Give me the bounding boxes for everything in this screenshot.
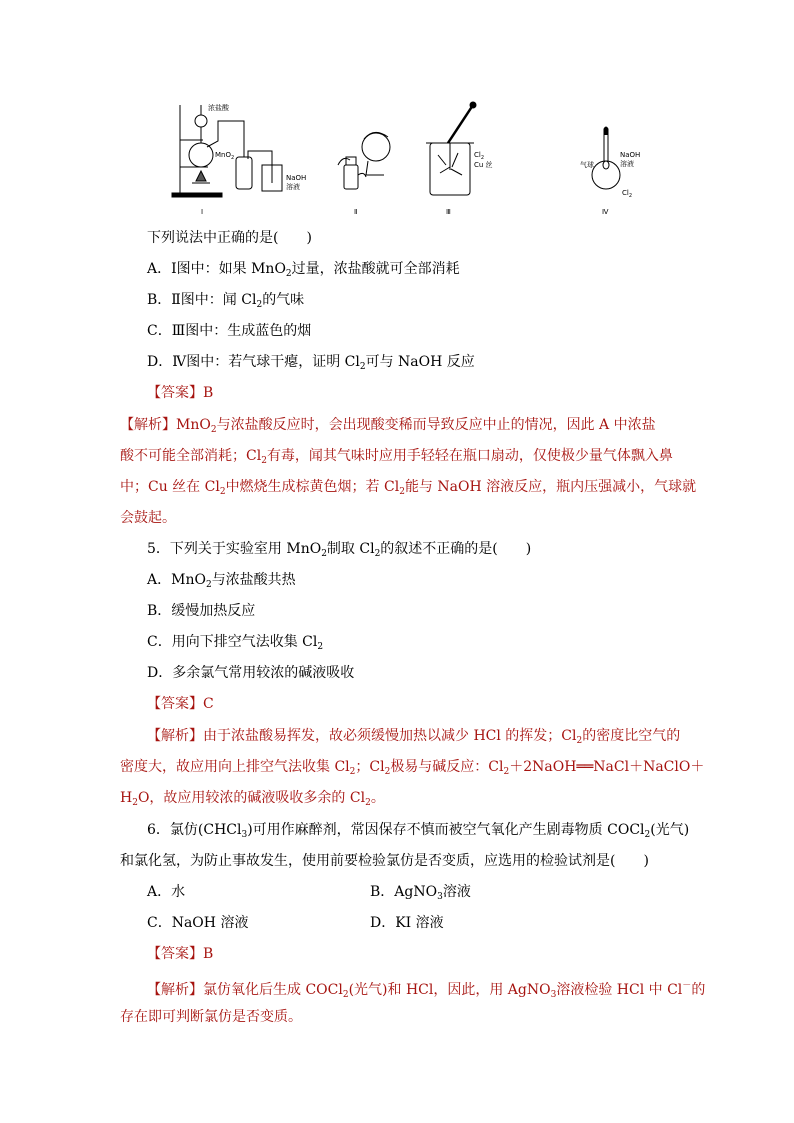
label-naoh-iv: NaOH xyxy=(620,151,641,159)
label-cl2-iv: $Cl_2$ xyxy=(622,189,633,199)
q6-analysis-line-2: 存在即可判断氯仿是否变质。 xyxy=(120,1009,302,1025)
label-solution-i: 溶液 xyxy=(286,183,300,191)
label-balloon: 气球 xyxy=(580,161,594,169)
q6-options-row-1 xyxy=(147,882,471,902)
q5-analysis-line-1: 【解析】由于浓盐酸易挥发，故必须缓慢加热以减少 HCl 的挥发；$Cl_2$的密度比空气的 xyxy=(147,728,681,746)
q4-option-b: B．Ⅱ图中：闻 $Cl_2$的气味 xyxy=(147,292,305,310)
q6-options-row-2 xyxy=(147,913,444,933)
q5-option-b: B．缓慢加热反应 xyxy=(147,603,256,619)
q5-option-c: C．用向下排空气法收集 $Cl_2$ xyxy=(147,634,324,652)
q4-answer: 【答案】B xyxy=(147,385,214,401)
q4-stem: 下列说法中正确的是( ) xyxy=(147,230,312,246)
q6-answer: 【答案】B xyxy=(147,946,214,962)
q5-analysis-line-3: $H_2O$，故应用较浓的碱液吸收多余的 $Cl_2$。 xyxy=(120,790,385,808)
q4-option-d: D．Ⅳ图中：若气球干瘪，证明 $Cl_2$可与 NaOH 反应 xyxy=(147,354,475,372)
q6-option-a: A．水 xyxy=(147,884,186,900)
label-solution-iv: 溶液 xyxy=(620,160,634,168)
q5-stem: 5．下列关于实验室用 MnO$_2$制取 $Cl_2$的叙述不正确的是( ) xyxy=(147,541,532,559)
q5-option-a: A．MnO$_2$与浓盐酸共热 xyxy=(147,572,296,590)
label-conc-hcl: 浓盐酸 xyxy=(208,104,229,112)
q6-option-d: D．KI 溶液 xyxy=(370,915,444,931)
apparatus-iii-diagram xyxy=(426,102,476,195)
q6-stem-line-2: 和氯化氢，为防止事故发生，使用前要检验氯仿是否变质，应选用的检验试剂是( ) xyxy=(120,853,649,869)
q6-stem-line-1: 6．氯仿(CHCl$_3$)可用作麻醉剂，常因保存不慎而被空气氧化产生剧毒物质 COCl$_2$(光气) xyxy=(147,822,690,840)
label-fig-iii: Ⅲ xyxy=(446,208,451,216)
label-cl2-iii: $Cl_2$ xyxy=(474,151,485,161)
label-fig-iv: Ⅳ xyxy=(602,208,609,216)
apparatus-figure xyxy=(168,95,652,220)
q4-analysis-line-3: 中；Cu 丝在 $Cl_2$中燃烧生成棕黄色烟；若 $Cl_2$能与 NaOH 溶液反应，瓶内压强减小，气球就 xyxy=(120,479,697,497)
q4-analysis-line-2: 酸不可能全部消耗；$Cl_2$有毒，闻其气味时应用手轻轻在瓶口扇动，仅使极少量气体飘入鼻 xyxy=(120,448,673,466)
q6-option-b: B．AgNO$_3$溶液 xyxy=(370,884,471,902)
q5-analysis-line-2: 密度大，故应用向上排空气法收集 $Cl_2$；$Cl_2$极易与碱反应：$Cl_2+2NaOH══NaCl+NaClO+$ xyxy=(120,759,705,777)
q6-option-c: C．NaOH 溶液 xyxy=(147,915,249,931)
q6-analysis-line-1: 【解析】氯仿氧化后生成 COCl$_2$(光气)和 HCl，因此，用 AgNO$_3$溶液检验 HCl 中 Cl－的 xyxy=(147,981,706,1000)
q4-analysis-line-1: 【解析】MnO$_2$与浓盐酸反应时，会出现酸变稀而导致反应中止的情况，因此 A 中浓盐 xyxy=(120,417,656,435)
q4-option-c: C．Ⅲ图中：生成蓝色的烟 xyxy=(147,323,312,339)
label-naoh-i: NaOH xyxy=(286,174,307,182)
q4-analysis-line-4: 会鼓起。 xyxy=(120,510,176,526)
label-cu-wire: Cu 丝 xyxy=(474,161,493,169)
label-fig-ii: Ⅱ xyxy=(354,208,358,216)
apparatus-iv-diagram xyxy=(592,127,620,189)
label-fig-i: Ⅰ xyxy=(201,208,204,216)
q4-option-a: A．Ⅰ图中：如果 MnO$_2$过量，浓盐酸就可全部消耗 xyxy=(147,261,460,279)
label-mno2: MnO$_2$ xyxy=(215,151,235,161)
apparatus-ii-diagram xyxy=(338,132,390,189)
q5-answer: 【答案】C xyxy=(147,696,214,712)
q5-option-d: D．多余氯气常用较浓的碱液吸收 xyxy=(147,665,355,681)
